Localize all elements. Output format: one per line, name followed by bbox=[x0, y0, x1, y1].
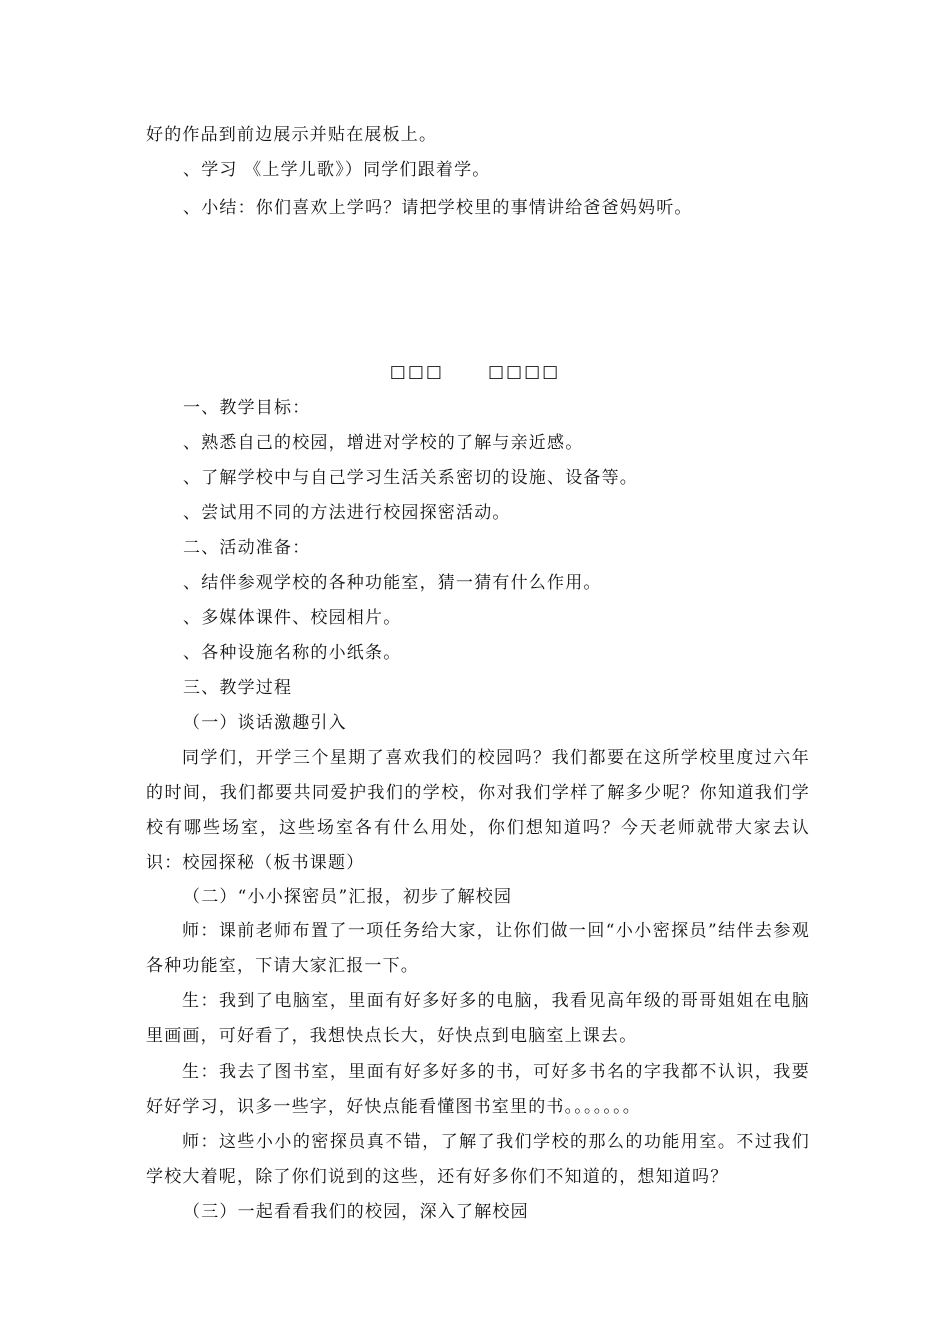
paragraph: 师：课前老师布置了一项任务给大家，让你们做一回“小小密探员”结伴去参观各种功能室，下请大家汇报一下。 bbox=[146, 921, 810, 976]
prep-item: 、各种设施名称的小纸条。 bbox=[183, 643, 402, 663]
lesson-title bbox=[0, 360, 950, 384]
text-line: 、学习 《上学儿歌》）同学们跟着学。 bbox=[183, 160, 491, 180]
paragraph: 生：我到了电脑室，里面有好多好多的电脑，我看见高年级的哥哥姐姐在电脑里画画，可好看了，我想快点长大，好快点到电脑室上课去。 bbox=[146, 991, 810, 1046]
section-heading-goals: 一、教学目标： bbox=[183, 398, 311, 418]
step-heading: （二）“小小探密员”汇报，初步了解校园 bbox=[183, 887, 513, 907]
paragraph: 师：这些小小的密探员真不错，了解了我们学校的那么的功能用室。不过我们学校大着呢，除了你们说到的这些，还有好多你们不知道的，想知道吗？ bbox=[146, 1132, 810, 1187]
text-line: 、小结：你们喜欢上学吗？请把学校里的事情讲给爸爸妈妈听。 bbox=[183, 198, 693, 218]
goal-item: 、尝试用不同的方法进行校园探密活动。 bbox=[183, 503, 511, 523]
section-heading-process: 三、教学过程 bbox=[183, 678, 293, 698]
prep-item: 、多媒体课件、校园相片。 bbox=[183, 608, 402, 628]
step-heading: （三）一起看看我们的校园，深入了解校园 bbox=[183, 1202, 529, 1222]
lesson-title-part-2: □□□□ bbox=[487, 362, 561, 382]
paragraph: 同学们，开学三个星期了喜欢我们的校园吗？我们都要在这所学校里度过六年的时间，我们都要共同爱护我们的学校，你对我们学样了解多少呢？你知道我们学校有哪些场室，这些场室各有什么用处，你们想知道吗？今天老师就带大家去认识：校园探秘（板书课题） bbox=[146, 748, 810, 873]
prep-item: 、结伴参观学校的各种功能室，猜一猜有什么作用。 bbox=[183, 573, 602, 593]
goal-item: 、熟悉自己的校园，增进对学校的了解与亲近感。 bbox=[183, 433, 584, 453]
step-heading: （一）谈话激趣引入 bbox=[183, 713, 347, 733]
section-heading-prep: 二、活动准备： bbox=[183, 538, 311, 558]
lesson-title-part-1: □□□ bbox=[389, 362, 444, 382]
goal-item: 、了解学校中与自己学习生活关系密切的设施、设备等。 bbox=[183, 468, 638, 488]
text-line: 好的作品到前边展示并贴在展板上。 bbox=[146, 125, 438, 145]
paragraph: 生：我去了图书室，里面有好多好多的书，可好多书名的字我都不认识，我要好好学习，识多一些字，好快点能看懂图书室里的书。。。。。。。 bbox=[146, 1062, 810, 1117]
